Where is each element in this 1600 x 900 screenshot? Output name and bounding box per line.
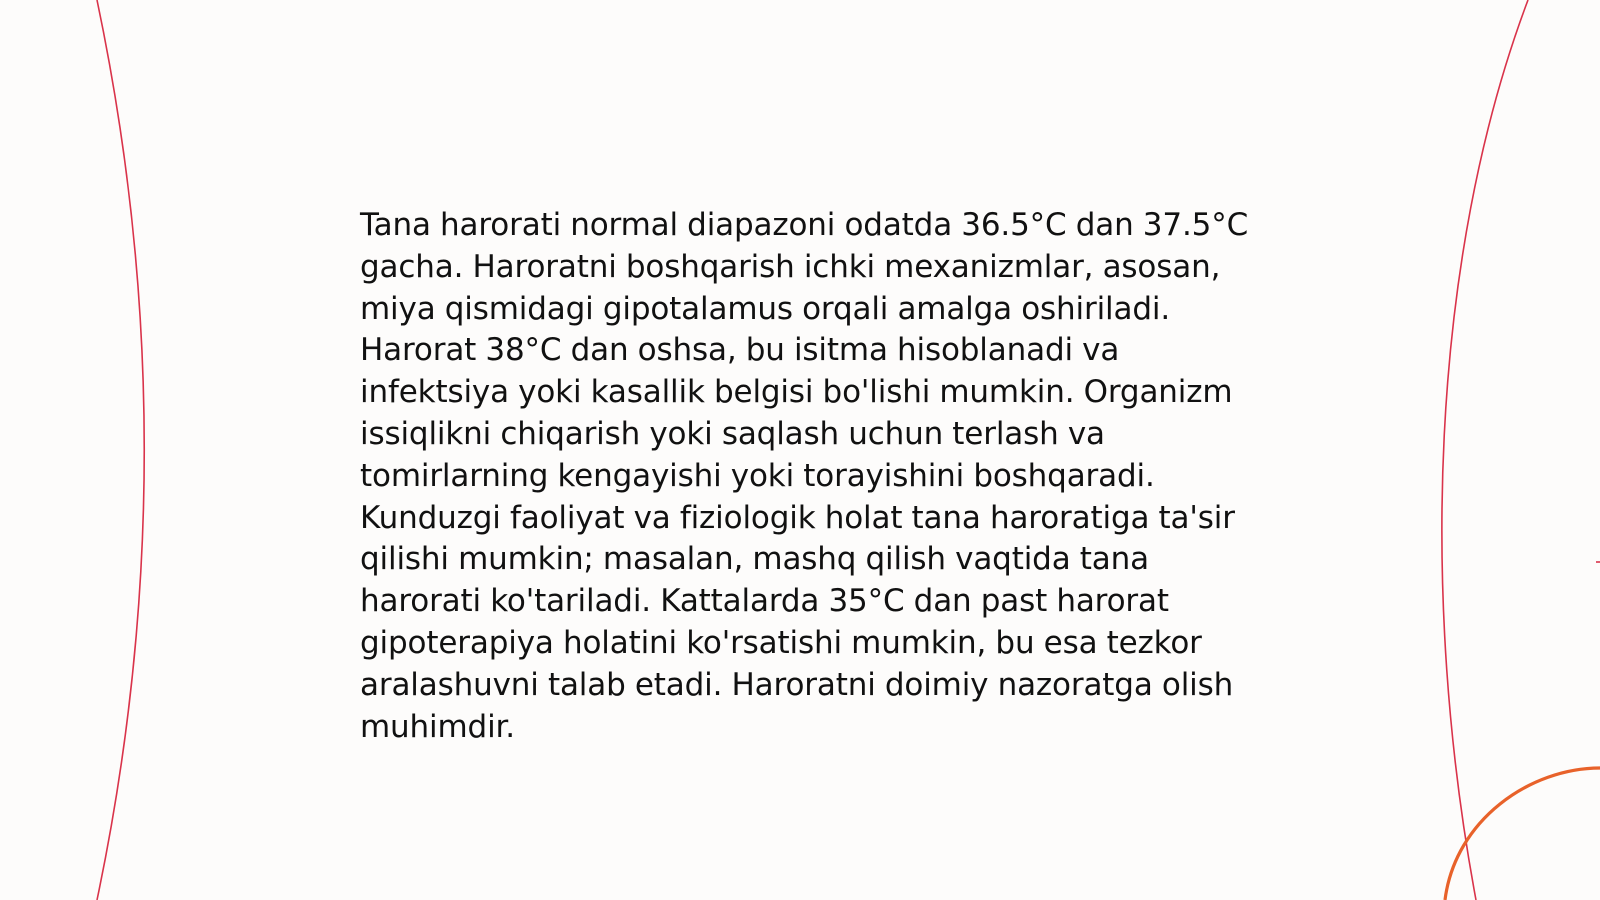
body-paragraph: Tana harorati normal diapazoni odatda 36.5°C dan 37.5°C gacha. Haroratni boshqarish ichki mexanizmlar, asosan, miya qismidagi gipotalamus orqali amalga oshiriladi. Harorat 38°C dan oshsa, bu isitma hisoblanadi va infektsiya yoki kasallik belgisi bo'lishi mumkin. Organizm issiqlikni chiqarish yoki saqlash uchun terlash va tomirlarning kengayishi yoki torayishini boshqaradi. Kunduzgi faoliyat va fiziologik holat tana haroratiga ta'sir qilishi mumkin; masalan, mashq qilish vaqtida tana harorati ko'tariladi. Kattalarda 35°C dan past harorat gipoterapiya holatini ko'rsatishi mumkin, bu esa tezkor aralashuvni talab etadi. Haroratni doimiy nazoratga olish muhimdir. [360, 207, 1249, 745]
left-curve-line [97, 0, 144, 900]
right-curve-line [1442, 0, 1528, 900]
corner-accent-arc [1445, 768, 1600, 900]
